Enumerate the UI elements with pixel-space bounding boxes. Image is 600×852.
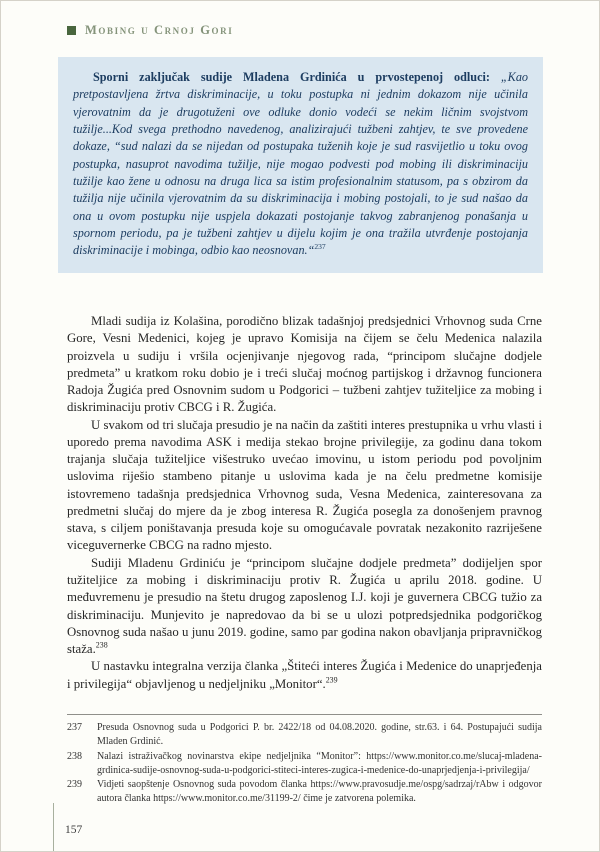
footnote-237-text: Presuda Osnovnog suda u Podgorici P. br. 2422/18 od 04.08.2020. godine, str.63. i 64. Postupajući sudija Mladen Grdinić. [97,722,542,748]
footnotes-section [67,714,542,807]
paragraph-4 [67,658,542,693]
footnote-238 [67,750,542,778]
page-number: 157 [65,824,83,836]
footnote-238-pre: Nalazi istraživačkog novinarstva ekipe nedjeljnika “Monitor”: [97,750,367,762]
quote-text: „Kao pretpostavljena žrtva diskriminacije, u toku postupka ni jednim dokazom nije učinila vjerovatnim da je drugotuženi ove odluke donio vodeći se nekim ličnim svojstvom tužilje...Kod svega prethodno navedenog, analizirajući tužbeni zahtjev, te sve provedene dokaze, “sud nalazi da se nijedan od postupaka tuženih koje je sud rasvijetlio u toku ovog postupka, nasuprot navodima tužilje, nije mogao podvesti pod mobing ili diskriminaciju tužilje kao žene u odnosu na druga lica sa istim profesionalnim statusom, pa s obzirom da tužilja nije učinila vjerovatnim da su diskriminacija i mobing postojali, to je sud našao da ona u ovom postupku nije uspjela dokazati postojanje takvog zabranjenog ponašanja u spornom periodu, pa je tužbeni zahtjev u dijelu kojim je ona tražila utvrđenje postojanja diskriminacije i mobinga, odbio kao neosnovan.“ [73,70,529,258]
page-number-rule [53,803,54,851]
paragraph-2 [67,417,542,555]
footnote-ref-237: 237 [314,242,326,252]
paragraph-2-text: U svakom od tri slučaja presudio je na način da zaštiti interes prestupnika u vrhu vlasti i uporedo prema navodima ASK i medija stekao brojne privilegije, za godinu dana tokom trajanja slučaja tužiteljice višestruko uvećao imovinu, u istom periodu pod povoljnim uslovima riješio stambeno pitanje u uslovima kada je na čelu predmetne komisije istovremeno tadašnja predsjednica Vrhovnog suda, Vesna Medenica, zainteresovana za predmetni slučaj do mjere da je zbog interesa R. Žugića posegla za donošenjem pravnog stava, s ciljem poništavanja presuda koje su omogućavale povratak nezakonito razriješene viceguvernerke CBCG na radno mjesto. [67,417,542,553]
footnote-239-link-1[interactable]: https://www.pravosudje.me/ospg/sadrzaj/rAbw [310,779,499,791]
quote-paragraph [73,69,528,260]
body-text [67,313,542,693]
footnote-238-link[interactable]: https://www.monitor.co.me/slucaj-mladena-grdinica-sudije-osnovnog-suda-u-podgorici-stiteci-interes-zugica-i-medenice-do-unaprjedjenja-i-privilegija/ [97,750,542,776]
running-header-title: Mobing u Crnoj Gori [85,23,234,37]
footnote-ref-239: 239 [325,675,338,685]
paragraph-3 [67,555,542,659]
quote-box [58,57,543,273]
footnote-239-mid: i odgovor autora članka [97,779,542,805]
quote-lead: Sporni zaključak sudije Mladena Grdinića u prvostepenoj odluci: [93,70,490,84]
footnote-237-number: 237 [67,722,82,734]
header-square-icon [67,26,76,35]
footnote-239-number: 239 [67,779,82,791]
footnote-239-text [97,778,542,806]
footnote-239-link-2[interactable]: https://www.monitor.co.me/31199-2/ [153,793,301,805]
running-header [67,23,233,38]
paragraph-1-text: Mladi sudija iz Kolašina, porodično blizak tadašnjoj predsjednici Vrhovnog suda Crne Gore, Vesni Medenici, kojeg je upravo Komisija na čijem se čelu Medenica nalazila proizvela u sudiju i vršila ocjenjivanje njegovog rada, “principom slučajne dodjele predmeta” u kratkom roku dobio je i treći slučaj moćnog partijskog i državnog funcionera Radoja Žugića pred Osnovnim sudom u Podgorici – tužbeni zahtjev tužiteljice za mobing i diskriminaciju protiv CBCG i R. Žugića. [67,314,542,415]
footnote-239-pre: Vidjeti saopštenje Osnovnog suda povodom članka [97,779,311,791]
footnote-239-post: čime je zatvorena polemika. [300,793,416,805]
footnote-237 [67,721,542,749]
footnote-239 [67,778,542,806]
footnote-238-text [97,750,542,778]
paragraph-3-text: Sudiji Mladenu Grdiniću je “principom slučajne dodjele predmeta” dodijeljen spor tužiteljice za mobing i diskriminaciju protiv R. Žugića u aprilu 2018. godine. U međuvremenu je presudio na štetu drugog zaposlenog I.J. koji je guvernera CBCG tužio za diskriminaciju. Munjevito je napredovao da bi se u ulozi potpredsjednika podgoričkog Osnovnog suda našao u junu 2019. godine, samo par godina nakon obavljanja pripravničkog staža. [67,555,542,657]
footnote-ref-238: 238 [95,640,108,650]
paragraph-4-text: U nastavku integralna verzija članka „Štiteći interes Žugića i Medenice do unaprjeđenja i privilegija“ objavljenog u nedjeljniku „Monitor“. [67,659,542,691]
footnote-238-number: 238 [67,750,82,762]
paragraph-1 [67,313,542,417]
